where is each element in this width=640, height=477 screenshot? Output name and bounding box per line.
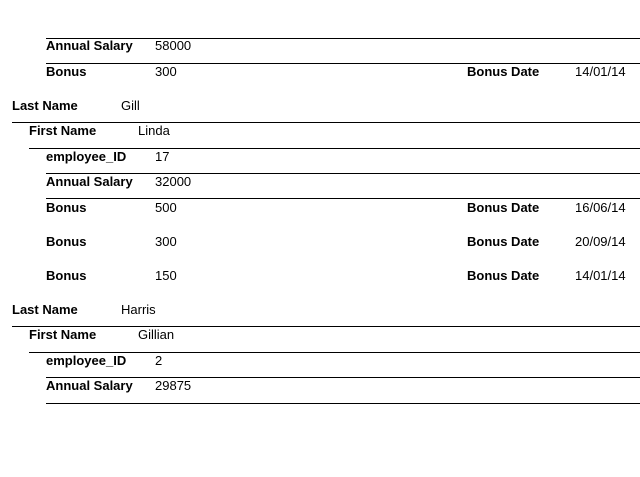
last-name-value: Harris bbox=[121, 302, 156, 317]
bonus-date-label: Bonus Date bbox=[467, 234, 540, 249]
row-divider bbox=[12, 122, 640, 123]
row-divider bbox=[46, 63, 640, 64]
employee-id-value: 17 bbox=[155, 149, 170, 164]
bonus-label: Bonus bbox=[46, 268, 87, 283]
bonus-label: Bonus bbox=[46, 64, 87, 79]
bonus-label: Bonus bbox=[46, 200, 87, 215]
bonus-date-label: Bonus Date bbox=[467, 200, 540, 215]
bonus-date-label: Bonus Date bbox=[467, 268, 540, 283]
first-name-value: Linda bbox=[138, 123, 170, 138]
annual-salary-label: Annual Salary bbox=[46, 174, 133, 189]
employee-id-label: employee_ID bbox=[46, 149, 127, 164]
bonus-amount: 300 bbox=[155, 234, 177, 249]
row-divider bbox=[46, 173, 640, 174]
bonus-date-value: 14/01/14 bbox=[575, 268, 626, 283]
first-name-label: First Name bbox=[29, 123, 97, 138]
employee-id-value: 2 bbox=[155, 353, 163, 368]
bonus-amount: 150 bbox=[155, 268, 177, 283]
annual-salary-value: 32000 bbox=[155, 174, 192, 189]
last-name-label: Last Name bbox=[12, 98, 78, 113]
annual-salary-value: 58000 bbox=[155, 38, 192, 53]
bonus-date-value: 20/09/14 bbox=[575, 234, 626, 249]
last-name-label: Last Name bbox=[12, 302, 78, 317]
row-divider bbox=[12, 326, 640, 327]
row-divider bbox=[46, 403, 640, 404]
first-name-value: Gillian bbox=[138, 327, 175, 342]
first-name-label: First Name bbox=[29, 327, 97, 342]
last-name-value: Gill bbox=[121, 98, 140, 113]
bonus-amount: 500 bbox=[155, 200, 177, 215]
annual-salary-value: 29875 bbox=[155, 378, 192, 393]
bonus-date-value: 14/01/14 bbox=[575, 64, 626, 79]
row-divider bbox=[46, 38, 640, 39]
row-divider bbox=[46, 377, 640, 378]
row-divider bbox=[46, 198, 640, 199]
bonus-amount: 300 bbox=[155, 64, 177, 79]
annual-salary-label: Annual Salary bbox=[46, 38, 133, 53]
employee-id-label: employee_ID bbox=[46, 353, 127, 368]
bonus-date-label: Bonus Date bbox=[467, 64, 540, 79]
bonus-date-value: 16/06/14 bbox=[575, 200, 626, 215]
annual-salary-label: Annual Salary bbox=[46, 378, 133, 393]
bonus-label: Bonus bbox=[46, 234, 87, 249]
